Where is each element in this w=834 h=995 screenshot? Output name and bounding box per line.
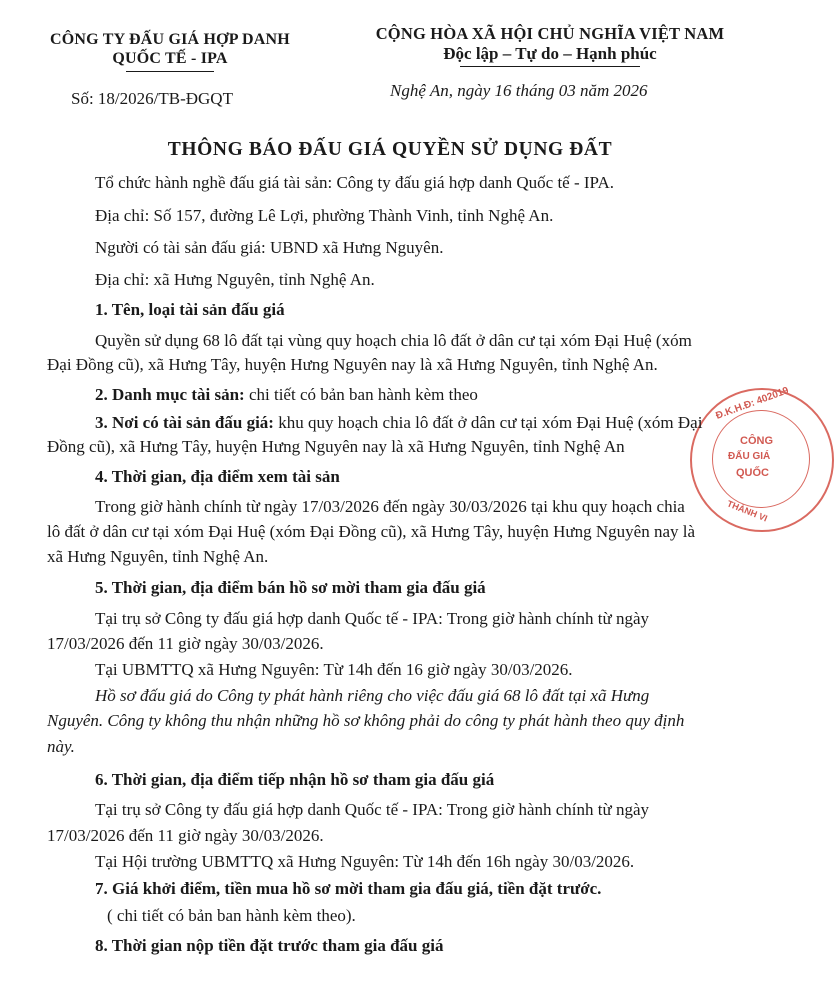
motto-underline bbox=[460, 66, 640, 67]
section-2-heading: 2. Danh mục tài sản: bbox=[95, 385, 245, 404]
section-1-line2: Đại Đồng cũ), xã Hưng Tây, huyện Hưng Nguyên nay là xã Hưng Nguyên, tỉnh Nghệ An. bbox=[47, 355, 658, 374]
section-5-heading: 5. Thời gian, địa điểm bán hồ sơ mời tham gia đấu giá bbox=[95, 578, 486, 597]
org-name-line2: QUỐC TẾ - IPA bbox=[112, 50, 228, 67]
section-3 bbox=[95, 413, 702, 433]
section-4-heading: 4. Thời gian, địa điểm xem tài sản bbox=[95, 467, 340, 486]
section-6-line3: Tại Hội trường UBMTTQ xã Hưng Nguyên: Từ 14h đến 16h ngày 30/03/2026. bbox=[95, 852, 635, 871]
section-4-line3: xã Hưng Nguyên, tỉnh Nghệ An. bbox=[47, 547, 269, 566]
section-1-heading: 1. Tên, loại tài sản đấu giá bbox=[95, 300, 285, 319]
section-1-line1: Quyền sử dụng 68 lô đất tại vùng quy hoạch chia lô đất ở dân cư tại xóm Đại Huệ (xóm bbox=[95, 331, 692, 350]
section-6-heading: 6. Thời gian, địa điểm tiếp nhận hồ sơ tham gia đấu giá bbox=[95, 770, 495, 789]
section-5-note-line2: Nguyên. Công ty không thu nhận những hồ sơ không phải do công ty phát hành theo quy định bbox=[47, 711, 685, 730]
intro-owner-address: Địa chỉ: xã Hưng Nguyên, tỉnh Nghệ An. bbox=[95, 270, 375, 289]
section-4-line2: lô đất ở dân cư tại xóm Đại Huệ (xóm Đại Đồng cũ), xã Hưng Tây, huyện Hưng Nguyên nay là bbox=[47, 522, 696, 541]
org-name-line1: CÔNG TY ĐẤU GIÁ HỢP DANH bbox=[50, 31, 290, 48]
section-5-note-line3: này. bbox=[47, 737, 75, 756]
section-7-line1: ( chi tiết có bản ban hành kèm theo). bbox=[107, 906, 356, 925]
nation-title: CỘNG HÒA XÃ HỘI CHỦ NGHĨA VIỆT NAM bbox=[375, 24, 725, 43]
section-5-note-line1: Hồ sơ đấu giá do Công ty phát hành riêng cho việc đấu giá 68 lô đất tại xã Hưng bbox=[95, 686, 650, 705]
section-6-line1: Tại trụ sở Công ty đấu giá hợp danh Quốc tế - IPA: Trong giờ hành chính từ ngày bbox=[95, 800, 650, 819]
section-3-line2: Đồng cũ), xã Hưng Tây, huyện Hưng Nguyên nay là xã Hưng Nguyên, tỉnh Nghệ An bbox=[47, 437, 625, 456]
section-7-heading: 7. Giá khởi điểm, tiền mua hồ sơ mời tham gia đấu giá, tiền đặt trước. bbox=[95, 879, 602, 898]
document-number: Số: 18/2026/TB-ĐGQT bbox=[71, 89, 233, 108]
org-underline bbox=[126, 71, 214, 72]
stamp-bottom: THÀNH VI bbox=[725, 498, 769, 524]
nation-motto: Độc lập – Tự do – Hạnh phúc bbox=[443, 44, 657, 63]
section-5-line3: Tại UBMTTQ xã Hưng Nguyên: Từ 14h đến 16 giờ ngày 30/03/2026. bbox=[95, 660, 573, 679]
stamp-line3: QUỐC bbox=[736, 467, 769, 479]
stamp-line1: CÔNG bbox=[740, 435, 773, 447]
seal-stamp bbox=[690, 385, 834, 532]
stamp-registration: Đ.K.H.Đ: 402019 bbox=[714, 385, 791, 422]
stamp-line2: ĐẤU GIÁ bbox=[728, 451, 771, 462]
intro-address: Địa chỉ: Số 157, đường Lê Lợi, phường Thành Vinh, tỉnh Nghệ An. bbox=[95, 206, 554, 225]
section-2-text: chi tiết có bản ban hành kèm theo bbox=[244, 385, 478, 404]
section-4-line1: Trong giờ hành chính từ ngày 17/03/2026 đến ngày 30/03/2026 tại khu quy hoạch chia bbox=[95, 497, 685, 516]
section-5-line1: Tại trụ sở Công ty đấu giá hợp danh Quốc tế - IPA: Trong giờ hành chính từ ngày bbox=[95, 609, 650, 628]
intro-organization: Tổ chức hành nghề đấu giá tài sản: Công ty đấu giá hợp danh Quốc tế - IPA. bbox=[95, 173, 614, 192]
intro-owner: Người có tài sản đấu giá: UBND xã Hưng Nguyên. bbox=[95, 238, 444, 257]
section-5-line2: 17/03/2026 đến 11 giờ ngày 30/03/2026. bbox=[47, 634, 324, 653]
page-title: THÔNG BÁO ĐẤU GIÁ QUYỀN SỬ DỤNG ĐẤT bbox=[167, 139, 613, 160]
section-3-text: khu quy hoạch chia lô đất ở dân cư tại xóm Đại Huệ (xóm Đại bbox=[273, 413, 703, 432]
section-2 bbox=[95, 385, 478, 405]
place-date: Nghệ An, ngày 16 tháng 03 năm 2026 bbox=[390, 81, 648, 100]
section-3-heading: 3. Nơi có tài sản đấu giá: bbox=[95, 413, 274, 432]
section-6-line2: 17/03/2026 đến 11 giờ ngày 30/03/2026. bbox=[47, 826, 324, 845]
section-8-heading: 8. Thời gian nộp tiền đặt trước tham gia đấu giá bbox=[95, 936, 444, 955]
